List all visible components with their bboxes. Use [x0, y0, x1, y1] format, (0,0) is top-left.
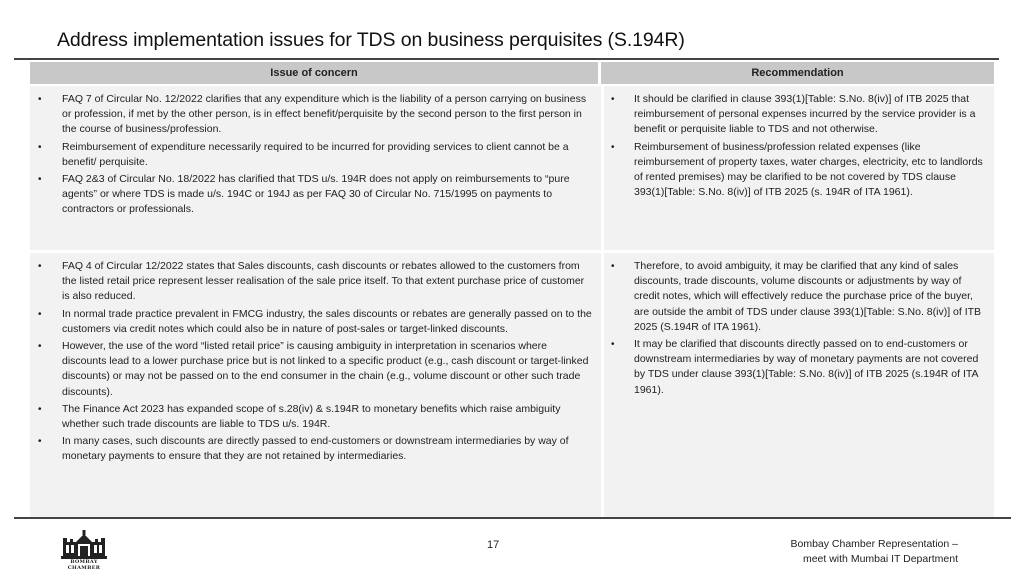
footer-note-line: Bombay Chamber Representation – — [790, 538, 958, 550]
footer-note — [790, 537, 958, 567]
issue-cell — [30, 253, 601, 518]
page-number: 17 — [487, 539, 500, 551]
list-item: • FAQ 2&3 of Circular No. 18/2022 has clarified that TDS u/s. 194R does not apply on reimbursements to “pure agents” or where TDS is made u/s. 194C or 194J as per FAQ 30 of Circular No. 715/1995 on payments to contractors or professionals. — [38, 172, 593, 218]
header-issue-of-concern: Issue of concern — [30, 62, 601, 84]
page-title: Address implementation issues for TDS on business perquisites (S.194R) — [57, 29, 685, 51]
list-item: • However, the use of the word “listed retail price” is causing ambiguity in interpretation in scenarios where discounts lead to a lower purchase price but is not linked to a specific product (e.g., cash discount or target-linked discounts) or may not be passed on to the end consumer in the chain (e.g., volume discount or other such trade discounts). — [38, 339, 593, 400]
recommendation-cell — [604, 253, 994, 518]
issue-cell — [30, 86, 601, 250]
list-item: • It may be clarified that discounts directly passed on to end-customers or downstream intermediaries by way of monetary payments are not covered by TDS under clause 393(1)[Table: S.No. 8(iv)] of ITB 2025 (s.194R of ITA 1961). — [611, 337, 988, 398]
recommendation-list — [611, 92, 988, 200]
table-header — [30, 62, 994, 84]
logo-text: BOMBAY CHAMBER — [67, 559, 101, 571]
list-item: • Reimbursement of expenditure necessarily required to be incurred for providing services to client cannot be a benefit/ perquisite. — [38, 140, 593, 170]
footer-note-line: meet with Mumbai IT Department — [802, 553, 958, 565]
list-item: • The Finance Act 2023 has expanded scope of s.28(iv) & s.194R to monetary benefits which raise ambiguity whether such trade discounts are liable to TDS u/s. 194R. — [38, 402, 593, 432]
header-recommendation: Recommendation — [751, 67, 844, 79]
list-item: • In many cases, such discounts are directly passed to end-customers or downstream intermediaries by way of monetary payments to ensure that they are not retained by intermediaries. — [38, 434, 593, 464]
list-item: • Reimbursement of business/profession related expenses (like reimbursement of property taxes, water charges, electricity, etc to landlords of rented premises) may be clarified to be not covered by TDS clause 393(1)[Table: S.No. 8(iv)] of ITB 2025 (s. 194R of ITA 1961). — [611, 140, 988, 201]
table-row — [30, 253, 994, 518]
title-divider — [14, 58, 999, 60]
list-item: • FAQ 7 of Circular No. 12/2022 clarifies that any expenditure which is the liability of a person carrying on business or profession, if met by the other person, is in effect benefit/perquisite by the second person to the first person in the course of business/profession. — [38, 92, 593, 138]
building-icon — [58, 530, 110, 560]
recommendation-cell — [604, 86, 994, 250]
table-row — [30, 86, 994, 250]
list-item: • FAQ 4 of Circular 12/2022 states that Sales discounts, cash discounts or rebates allowed to the customers from the listed retail price represent lesser realisation of the sale price itself. To that extent purchase price of customer is also reduced. — [38, 259, 593, 305]
issue-list — [38, 92, 593, 218]
list-item: • In normal trade practice prevalent in FMCG industry, the sales discounts or rebates are generally passed on to the customers via credit notes which could also be in nature of post-sales or target-linked discounts. — [38, 307, 593, 337]
footer-divider — [14, 517, 1011, 519]
list-item: • It should be clarified in clause 393(1)[Table: S.No. 8(iv)] of ITB 2025 that reimbursement of personal expenses incurred by the service provider is a benefit or perquisite liable to TDS and not otherwise. — [611, 92, 988, 138]
issue-list — [38, 259, 593, 465]
list-item: • Therefore, to avoid ambiguity, it may be clarified that any kind of sales discounts, trade discounts, volume discounts or adjustments by way of credit notes, which will effectively reduce the purchase price of the buyer, are outside the ambit of TDS under clause 393(1)[Table: S.No. 8(iv)] of ITB 2025 (S.194R of ITA 1961). — [611, 259, 988, 335]
issues-table — [30, 62, 994, 518]
recommendation-list — [611, 259, 988, 398]
bombay-chamber-logo — [58, 530, 110, 571]
